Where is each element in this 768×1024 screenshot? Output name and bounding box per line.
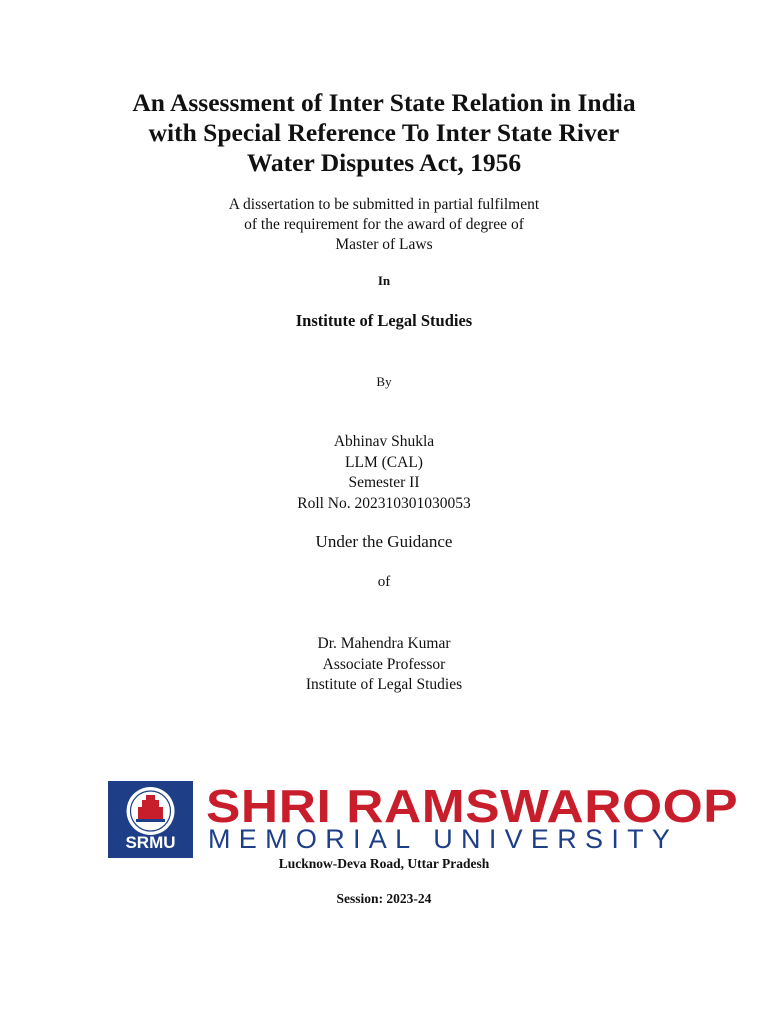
- university-seal: [108, 781, 193, 858]
- seal-text: SRMU: [125, 833, 176, 852]
- subtitle-line: A dissertation to be submitted in partial fulfilment: [228, 196, 540, 213]
- university-logo: [108, 780, 739, 858]
- title-line: Water Disputes Act, 1956: [246, 148, 522, 177]
- subtitle-line: Master of Laws: [335, 236, 433, 253]
- university-address: Lucknow-Deva Road, Uttar Pradesh: [278, 856, 490, 871]
- guide-name: Dr. Mahendra Kumar: [317, 635, 451, 652]
- seal-emblem-icon: [108, 781, 193, 836]
- guide-block: [0, 634, 768, 696]
- author-semester: Semester II: [348, 474, 420, 491]
- title-line: with Special Reference To Inter State River: [148, 118, 620, 147]
- institute-name: Institute of Legal Studies: [295, 311, 473, 330]
- author-roll-no: Roll No. 202310301030053: [297, 494, 471, 512]
- of-label: of: [377, 574, 391, 590]
- session: Session: 2023-24: [336, 891, 432, 906]
- university-name-line1: SHRI RAMSWAROOP: [206, 780, 739, 832]
- dissertation-title: [0, 88, 768, 178]
- guidance-label: Under the Guidance: [315, 532, 453, 551]
- author-name: Abhinav Shukla: [333, 433, 435, 450]
- guide-institute: Institute of Legal Studies: [305, 676, 463, 693]
- guide-designation: Associate Professor: [322, 655, 446, 673]
- author-program: LLM (CAL): [345, 453, 423, 471]
- title-line: An Assessment of Inter State Relation in India: [132, 88, 636, 117]
- by-label: By: [376, 374, 392, 389]
- dissertation-subtitle: [0, 195, 768, 255]
- in-label: In: [377, 273, 391, 288]
- university-name-line2: MEMORIAL UNIVERSITY: [208, 824, 679, 854]
- subtitle-line: of the requirement for the award of degree of: [244, 216, 524, 233]
- author-block: [0, 432, 768, 514]
